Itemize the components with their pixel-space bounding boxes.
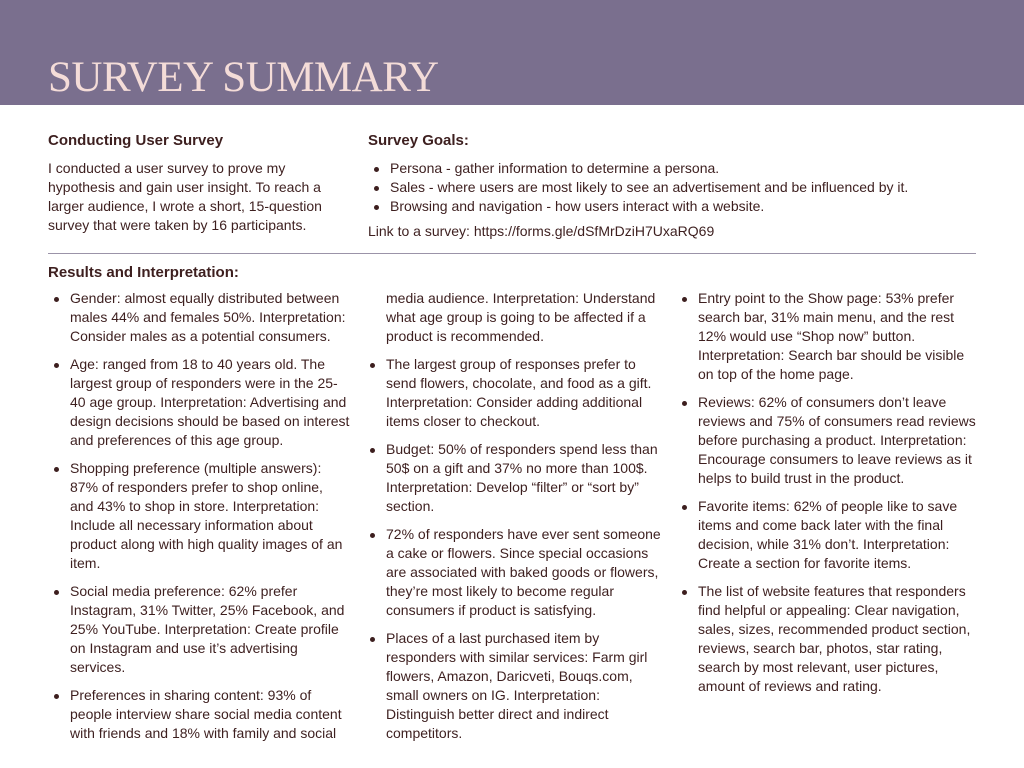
conducting-survey-section	[48, 132, 338, 235]
results-heading: Results and Interpretation:	[48, 264, 239, 281]
result-item: The list of website features that responders find helpful or appealing: Clear navigation, sales, sizes, recommended product section, reviews, search bar, photos, star rating, search by most relevant, user pictures, amount of reviews and rating.	[676, 582, 976, 696]
conducting-survey-heading: Conducting User Survey	[48, 132, 224, 149]
result-item: Favorite items: 62% of people like to save items and come back later with the final decision, while 31% don’t. Interpretation: Create a section for favorite items.	[676, 497, 976, 573]
survey-goals-heading: Survey Goals:	[368, 132, 469, 149]
conducting-survey-text: I conducted a user survey to prove my hypothesis and gain user insight. To reach a larger audience, I wrote a short, 15-question survey that were taken by 16 participants.	[48, 160, 322, 233]
result-item: Preferences in sharing content: 93% of people interview share social media content with friends and 18% with family and social	[48, 686, 350, 743]
result-item: 72% of responders have ever sent someone a cake or flowers. Since special occasions are associated with baked goods or flowers, they’re most likely to become regular consumers if product is satisfying.	[364, 525, 664, 620]
result-item: Budget: 50% of responders spend less than 50$ on a gift and 37% no more than 100$. Interpretation: Develop “filter” or “sort by” section.	[364, 440, 664, 516]
survey-link[interactable]: Link to a survey: https://forms.gle/dSfMrDziH7UxaRQ69	[368, 223, 715, 239]
results-column-1	[48, 289, 350, 752]
results-column-2	[364, 289, 664, 752]
page-title: SURVEY SUMMARY	[48, 54, 439, 101]
result-item: Social media preference: 62% prefer Instagram, 31% Twitter, 25% Facebook, and 25% YouTube. Interpretation: Create profile on Instagram and use it’s advertising services.	[48, 582, 350, 677]
results-column-3	[676, 289, 976, 705]
result-item: Gender: almost equally distributed between males 44% and females 50%. Interpretation: Consider males as a potential consumers.	[48, 289, 350, 346]
result-item-continuation: media audience. Interpretation: Understand what age group is going to be affected if a product is recommended.	[386, 290, 656, 344]
goal-item: Persona - gather information to determine a persona.	[368, 159, 968, 178]
section-divider	[48, 253, 976, 254]
result-item: Places of a last purchased item by responders with similar services: Farm girl flowers, Amazon, Daricveti, Bouqs.com, small owners on IG. Interpretation: Distinguish better direct and indirect competitors.	[364, 629, 664, 743]
goal-item: Browsing and navigation - how users interact with a website.	[368, 197, 968, 216]
survey-goals-section	[368, 132, 968, 241]
result-item: Shopping preference (multiple answers): 87% of responders prefer to shop online, and 43% to shop in store. Interpretation: Include all necessary information about product along with high quality images of an item.	[48, 459, 350, 573]
result-item: The largest group of responses prefer to send flowers, chocolate, and food as a gift. Interpretation: Consider adding additional items closer to checkout.	[364, 355, 664, 431]
result-item: Entry point to the Show page: 53% prefer search bar, 31% main menu, and the rest 12% would use “Shop now” button. Interpretation: Search bar should be visible on top of the home page.	[676, 289, 976, 384]
result-item: Age: ranged from 18 to 40 years old. The largest group of responders were in the 25-40 age group. Interpretation: Advertising and design decisions should be based on interest and preferences of this age group.	[48, 355, 350, 450]
goal-item: Sales - where users are most likely to see an advertisement and be influenced by it.	[368, 178, 968, 197]
survey-goals-list	[368, 159, 968, 216]
result-item: Reviews: 62% of consumers don’t leave reviews and 75% of consumers read reviews before purchasing a product. Interpretation: Encourage consumers to leave reviews as it helps to build trust in the product.	[676, 393, 976, 488]
header-banner	[0, 0, 1024, 105]
